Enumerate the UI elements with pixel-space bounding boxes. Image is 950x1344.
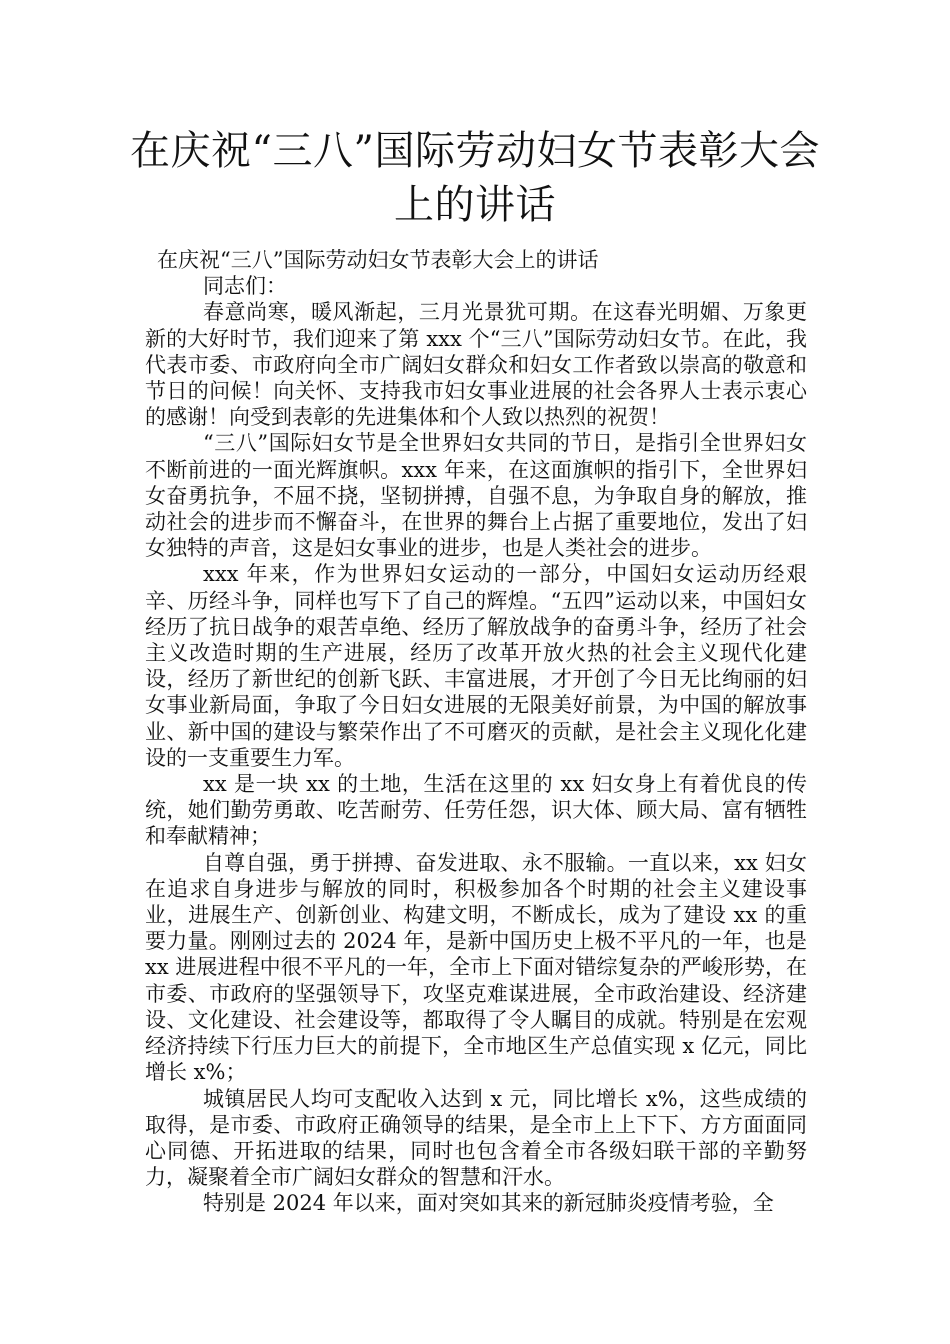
paragraph: xx 是一块 xx 的土地，生活在这里的 xx 妇女身上有着优良的传统，她们勤劳勇敢、吃苦耐劳、任劳任怨，识大体、顾大局、富有牺牲和奉献精神； — [145, 772, 807, 849]
document-subtitle: 在庆祝“三八”国际劳动妇女节表彰大会上的讲话 — [157, 248, 599, 272]
salutation: 同志们： — [203, 274, 287, 299]
paragraph: 特别是 2024 年以来，面对突如其来的新冠肺炎疫情考验，全 — [203, 1191, 774, 1216]
paragraph: 城镇居民人均可支配收入达到 x 元，同比增长 x%，这些成绩的取得，是市委、市政府正确领导的结果，是全市上上下下、方方面面同心同德、开拓进取的结果，同时也包含着全市各级妇联干部的辛勤努力，凝聚着全市广阔妇女群众的智慧和汗水。 — [145, 1086, 807, 1190]
document-title: 在庆祝“三八”国际劳动妇女节表彰大会上的讲话 — [130, 128, 820, 228]
paragraph: “三八”国际妇女节是全世界妇女共同的节日，是指引全世界妇女不断前进的一面光辉旗帜。xxx 年来，在这面旗帜的指引下，全世界妇女奋勇抗争，不屈不挠，坚韧拼搏，自强不息，为争取自身的解放，推动社会的进步而不懈奋斗，在世界的舞台上占据了重要地位，发出了妇女独特的声音，这是妇女事业的进步，也是人类社会的进步。 — [145, 431, 807, 561]
document-body — [145, 247, 807, 1217]
paragraph: 春意尚寒，暖风渐起，三月光景犹可期。在这春光明媚、万象更新的大好时节，我们迎来了第 xxx 个“三八”国际劳动妇女节。在此，我代表市委、市政府向全市广阔妇女群众和妇女工作者致以崇高的敬意和节日的问候！向关怀、支持我市妇女事业进展的社会各界人士表示衷心的感谢！向受到表彰的先进集体和个人致以热烈的祝贺！ — [145, 300, 807, 430]
paragraph: xxx 年来，作为世界妇女运动的一部分，中国妇女运动历经艰辛、历经斗争，同样也写下了自己的辉煌。“五四”运动以来，中国妇女经历了抗日战争的艰苦卓绝、经历了解放战争的奋勇斗争，经历了社会主义改造时期的生产进展，经历了改革开放火热的社会主义现代化建设，经历了新世纪的创新飞跃、丰富进展，才开创了今日无比绚丽的妇女事业新局面，争取了今日妇女进展的无限美好前景，为中国的解放事业、新中国的建设与繁荣作出了不可磨灭的贡献，是社会主义现化化建设的一支重要生力军。 — [145, 562, 807, 770]
paragraph: 自尊自强，勇于拼搏、奋发进取、永不服输。一直以来，xx 妇女在追求自身进步与解放的同时，积极参加各个时期的社会主义建设事业，进展生产、创新创业、构建文明，不断成长，成为了建设 xx 的重要力量。刚刚过去的 2024 年，是新中国历史上极不平凡的一年，也是 xx 进展进程中很不平凡的一年，全市上下面对错综复杂的严峻形势，在市委、市政府的坚强领导下，攻坚克难谋进展，全市政治建设、经济建设、文化建设、社会建设等，都取得了令人瞩目的成就。特别是在宏观经济持续下行压力巨大的前提下，全市地区生产总值实现 x 亿元，同比增长 x%； — [145, 850, 807, 1085]
